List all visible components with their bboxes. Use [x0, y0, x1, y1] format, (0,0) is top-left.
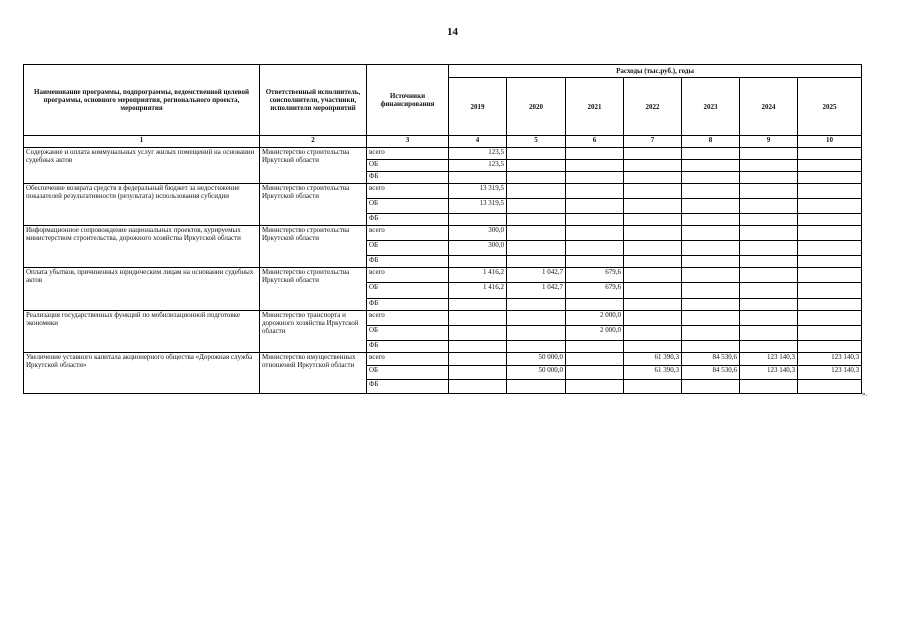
expense-value: [566, 184, 624, 199]
expense-value: [798, 326, 862, 341]
expense-value: [682, 172, 740, 184]
expense-value: [449, 172, 507, 184]
expense-value: [682, 226, 740, 241]
expense-value: 61 390,3: [624, 353, 682, 366]
funding-source: ОБ: [367, 283, 449, 299]
expense-value: [624, 326, 682, 341]
activity-name: Содержание и оплата коммунальных услуг жилых помещений на основании судебных актов: [24, 148, 260, 184]
funding-source: ФБ: [367, 256, 449, 268]
header-year: 2021: [566, 78, 624, 136]
activity-executor: Министерство имущественных отношений Иркутской области: [260, 353, 367, 394]
activity-executor: Министерство строительства Иркутской области: [260, 148, 367, 184]
header-name: Наименование программы, подпрограммы, ведомственной целевой программы, основного мероприятия, регионального проекта, мероприятия: [24, 65, 260, 136]
expense-value: [798, 172, 862, 184]
expense-value: [798, 283, 862, 299]
funding-source: всего: [367, 184, 449, 199]
expense-value: [682, 341, 740, 353]
expense-value: [740, 326, 798, 341]
funding-source: всего: [367, 268, 449, 283]
expense-value: [682, 241, 740, 256]
expense-value: [566, 148, 624, 160]
expense-value: [740, 160, 798, 172]
activity-name: Оплата убытков, причиненных юридическим лицам на основании судебных актов: [24, 268, 260, 311]
expense-value: [507, 241, 566, 256]
expense-value: [798, 241, 862, 256]
header-year: 2022: [624, 78, 682, 136]
expense-value: [507, 311, 566, 326]
expense-value: [449, 311, 507, 326]
expense-value: 123 140,3: [798, 353, 862, 366]
expense-value: [798, 148, 862, 160]
expense-value: [740, 256, 798, 268]
expense-value: [507, 226, 566, 241]
expense-value: [566, 380, 624, 394]
expense-value: [798, 380, 862, 394]
activity-executor: Министерство строительства Иркутской области: [260, 268, 367, 311]
expense-value: [449, 326, 507, 341]
expense-value: [566, 341, 624, 353]
expense-value: 123 140,3: [740, 353, 798, 366]
expense-value: 1 042,7: [507, 268, 566, 283]
expense-value: [798, 311, 862, 326]
expense-value: 300,0: [449, 226, 507, 241]
expense-value: [682, 214, 740, 226]
expense-value: [507, 148, 566, 160]
expense-value: [798, 226, 862, 241]
expense-value: [740, 311, 798, 326]
column-number: 7: [624, 136, 682, 148]
expense-value: [507, 214, 566, 226]
expense-value: [624, 172, 682, 184]
trailing-mark: ».: [862, 390, 868, 398]
expense-value: [740, 241, 798, 256]
expense-value: [740, 380, 798, 394]
expense-value: [566, 199, 624, 214]
expense-value: [449, 353, 507, 366]
page-number: 14: [447, 26, 458, 38]
activity-name: Реализация государственных функций по мобилизационной подготовке экономики: [24, 311, 260, 353]
expense-value: 50 000,0: [507, 353, 566, 366]
expense-value: [682, 268, 740, 283]
expense-value: [682, 184, 740, 199]
column-number: 6: [566, 136, 624, 148]
expense-value: [798, 341, 862, 353]
expense-value: 679,6: [566, 268, 624, 283]
expense-value: [798, 256, 862, 268]
funding-source: всего: [367, 148, 449, 160]
expense-value: [798, 214, 862, 226]
funding-source: ФБ: [367, 214, 449, 226]
table-body: [24, 148, 862, 394]
expense-value: [682, 283, 740, 299]
expense-value: [798, 268, 862, 283]
expense-value: [740, 283, 798, 299]
header-year: 2019: [449, 78, 507, 136]
expense-value: 13 319,5: [449, 184, 507, 199]
column-number: 8: [682, 136, 740, 148]
expense-value: [624, 256, 682, 268]
expense-value: [507, 199, 566, 214]
funding-source: ФБ: [367, 341, 449, 353]
funding-source: ФБ: [367, 299, 449, 311]
expense-value: [507, 326, 566, 341]
expense-value: [566, 172, 624, 184]
expense-value: [624, 283, 682, 299]
header-year: 2024: [740, 78, 798, 136]
expense-value: [507, 160, 566, 172]
header-row-top: [24, 65, 862, 78]
expense-value: [449, 366, 507, 380]
expense-value: [624, 299, 682, 311]
expense-value: [682, 256, 740, 268]
header-expenses: Расходы (тыс.руб.), годы: [449, 65, 862, 78]
expense-value: [624, 199, 682, 214]
expense-value: [507, 184, 566, 199]
expense-value: [740, 199, 798, 214]
expense-value: 13 319,5: [449, 199, 507, 214]
header-executor: Ответственный исполнитель, соисполнители, участники, исполнители мероприятий: [260, 65, 367, 136]
expense-value: [798, 184, 862, 199]
column-number: 1: [24, 136, 260, 148]
expense-value: [740, 148, 798, 160]
expense-value: [624, 380, 682, 394]
column-number: 3: [367, 136, 449, 148]
table-row: [24, 353, 862, 366]
activity-executor: Министерство строительства Иркутской области: [260, 226, 367, 268]
expense-value: [624, 311, 682, 326]
funding-source: всего: [367, 311, 449, 326]
expense-value: [449, 299, 507, 311]
expense-value: [682, 199, 740, 214]
expense-value: 84 530,6: [682, 366, 740, 380]
column-number-row: [24, 136, 862, 148]
expense-value: [798, 199, 862, 214]
expense-value: 1 416,2: [449, 268, 507, 283]
funding-source: всего: [367, 353, 449, 366]
column-number: 5: [507, 136, 566, 148]
expense-value: [566, 241, 624, 256]
expense-value: [740, 226, 798, 241]
column-number: 4: [449, 136, 507, 148]
budget-table: [23, 64, 862, 394]
funding-source: ФБ: [367, 172, 449, 184]
expense-value: [624, 160, 682, 172]
expense-value: [507, 256, 566, 268]
expense-value: [740, 341, 798, 353]
expense-value: 300,0: [449, 241, 507, 256]
expense-value: [507, 299, 566, 311]
funding-source: ФБ: [367, 380, 449, 394]
table-row: [24, 311, 862, 326]
expense-value: [507, 380, 566, 394]
expense-value: [682, 311, 740, 326]
expense-value: [449, 256, 507, 268]
funding-source: всего: [367, 226, 449, 241]
expense-value: [740, 299, 798, 311]
header-year: 2023: [682, 78, 740, 136]
expense-value: [507, 341, 566, 353]
expense-value: [624, 241, 682, 256]
header-year: 2025: [798, 78, 862, 136]
expense-value: [624, 148, 682, 160]
expense-value: 50 000,0: [507, 366, 566, 380]
column-number: 2: [260, 136, 367, 148]
table-row: [24, 226, 862, 241]
expense-value: [624, 268, 682, 283]
expense-value: 123 140,3: [740, 366, 798, 380]
expense-value: [566, 366, 624, 380]
activity-name: Обеспечение возврата средств в федеральный бюджет за недостижение показателей результативности (результата) использования субсидии: [24, 184, 260, 226]
expense-value: [798, 160, 862, 172]
funding-source: ОБ: [367, 241, 449, 256]
expense-value: [566, 353, 624, 366]
column-number: 10: [798, 136, 862, 148]
expense-value: 123 140,3: [798, 366, 862, 380]
header-year: 2020: [507, 78, 566, 136]
funding-source: ОБ: [367, 199, 449, 214]
expense-value: [682, 148, 740, 160]
expense-value: [566, 160, 624, 172]
expense-value: [449, 341, 507, 353]
expense-value: 679,6: [566, 283, 624, 299]
expense-value: [449, 380, 507, 394]
activity-executor: Министерство транспорта и дорожного хозяйства Иркутской области: [260, 311, 367, 353]
expense-value: 123,5: [449, 148, 507, 160]
expense-value: [740, 214, 798, 226]
expense-value: [624, 184, 682, 199]
funding-source: ОБ: [367, 366, 449, 380]
expense-value: [566, 299, 624, 311]
expense-value: [449, 214, 507, 226]
expense-value: 1 416,2: [449, 283, 507, 299]
expense-value: [740, 172, 798, 184]
expense-value: 123,5: [449, 160, 507, 172]
expense-value: 1 042,7: [507, 283, 566, 299]
funding-source: ОБ: [367, 160, 449, 172]
expense-value: [624, 214, 682, 226]
expense-value: 2 000,0: [566, 311, 624, 326]
expense-value: [507, 172, 566, 184]
expense-value: [624, 341, 682, 353]
activity-name: Информационное сопровождение национальных проектов, курируемых министерством строительства, дорожного хозяйства Иркутской области: [24, 226, 260, 268]
expense-value: [740, 268, 798, 283]
column-number: 9: [740, 136, 798, 148]
expense-value: [682, 326, 740, 341]
expense-value: [566, 226, 624, 241]
expense-value: [682, 380, 740, 394]
expense-value: [566, 256, 624, 268]
expense-value: [682, 299, 740, 311]
expense-value: [798, 299, 862, 311]
funding-source: ОБ: [367, 326, 449, 341]
expense-value: 2 000,0: [566, 326, 624, 341]
expense-value: 84 530,6: [682, 353, 740, 366]
expense-value: [624, 226, 682, 241]
expense-value: [682, 160, 740, 172]
expense-value: [566, 214, 624, 226]
activity-executor: Министерство строительства Иркутской области: [260, 184, 367, 226]
table-row: [24, 268, 862, 283]
table-row: [24, 148, 862, 160]
expense-value: [740, 184, 798, 199]
header-source: Источники финансирования: [367, 65, 449, 136]
activity-name: Увеличение уставного капитала акционерного общества «Дорожная служба Иркутской области»: [24, 353, 260, 394]
expense-value: 61 390,3: [624, 366, 682, 380]
table-row: [24, 184, 862, 199]
